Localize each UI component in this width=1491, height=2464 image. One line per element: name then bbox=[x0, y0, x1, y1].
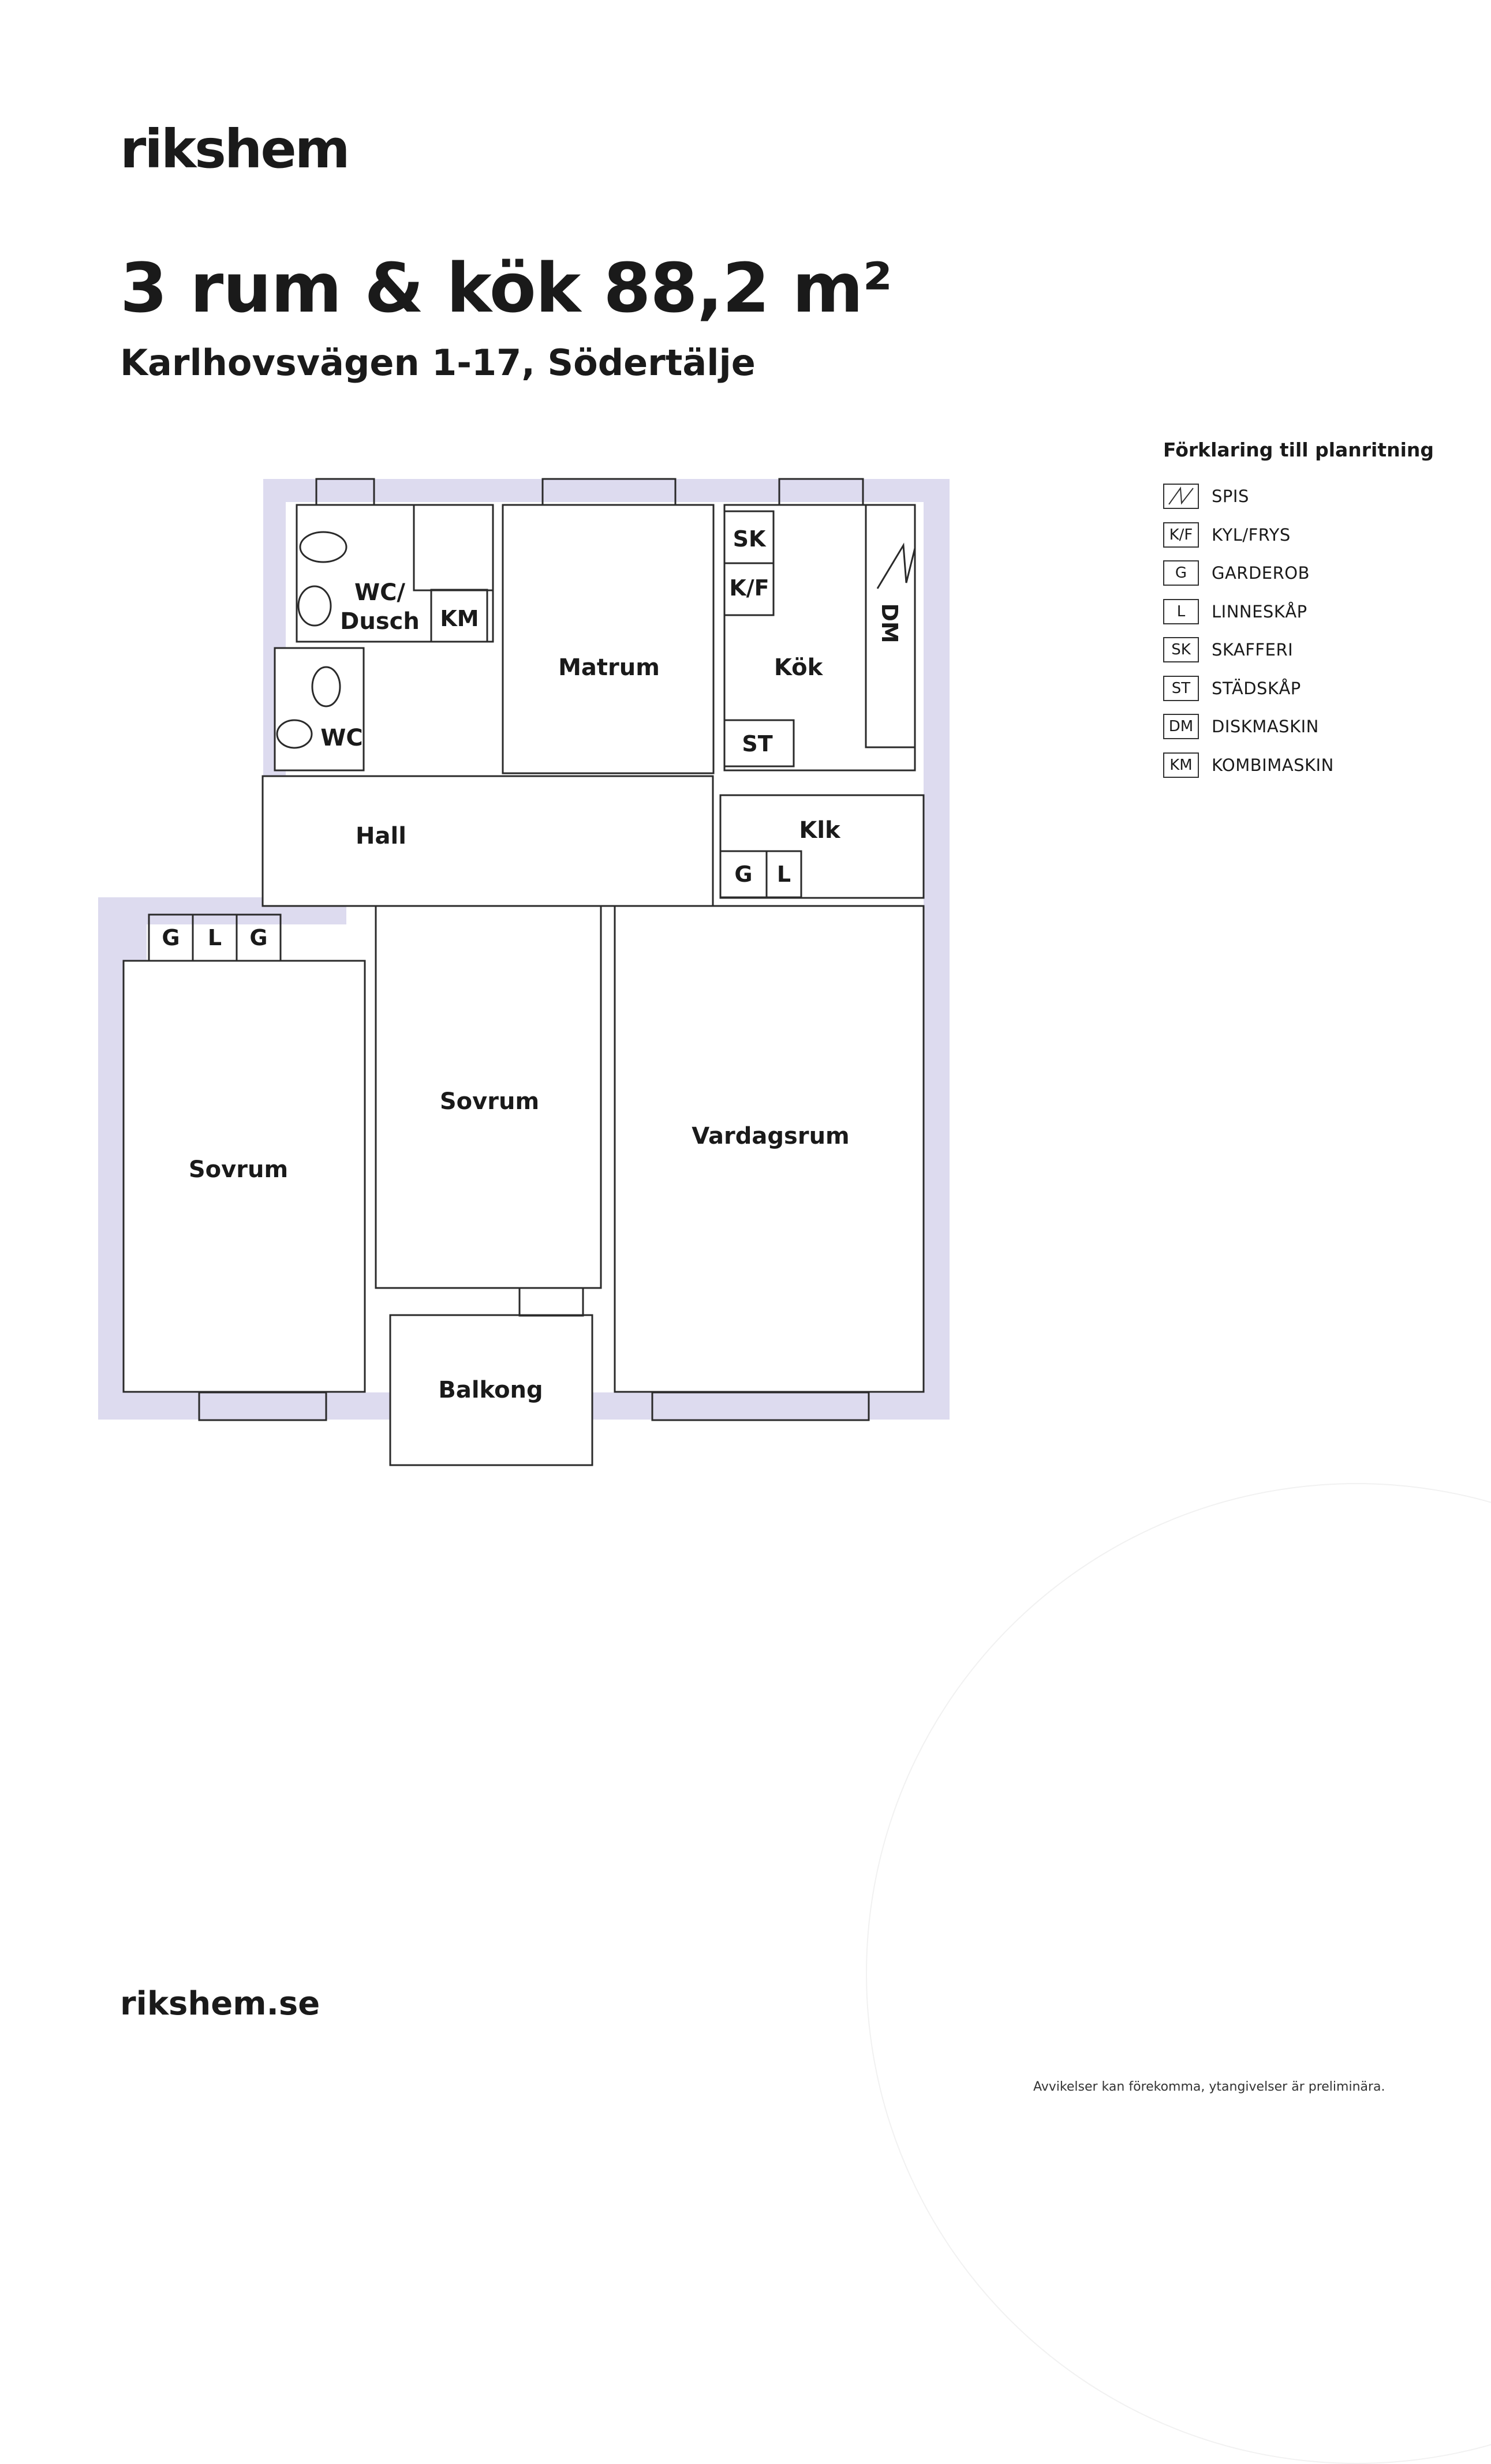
label-hall: Hall bbox=[356, 823, 406, 849]
matrum-room bbox=[503, 505, 713, 773]
label-wc: WC bbox=[320, 725, 363, 751]
label-sovrum-mid: Sovrum bbox=[439, 1088, 540, 1115]
label-km: KM bbox=[440, 606, 479, 631]
legend-key: DM bbox=[1163, 714, 1199, 739]
rikshem-logo: rikshem bbox=[120, 118, 349, 180]
legend-label: STÄDSKÅP bbox=[1212, 678, 1301, 698]
address: Karlhovsvägen 1-17, Södertälje bbox=[120, 342, 756, 384]
legend-label: SKAFFERI bbox=[1212, 640, 1294, 660]
label-st: ST bbox=[742, 731, 773, 757]
hall-room bbox=[263, 776, 713, 906]
balcony-door bbox=[520, 1288, 583, 1316]
legend-key: K/F bbox=[1163, 522, 1199, 548]
website-link[interactable]: rikshem.se bbox=[120, 1985, 320, 2023]
legend-key: ST bbox=[1163, 676, 1199, 701]
wc-room bbox=[275, 648, 364, 770]
label-dm: DM bbox=[877, 603, 902, 643]
legend-label: LINNESKÅP bbox=[1212, 601, 1307, 621]
label-balkong: Balkong bbox=[438, 1377, 543, 1403]
label-sovrum-left: Sovrum bbox=[188, 1156, 289, 1183]
label-sov-l: L bbox=[207, 925, 222, 950]
legend-label: GARDEROB bbox=[1212, 563, 1310, 583]
legend-key: SK bbox=[1163, 637, 1199, 662]
legend-title: Förklaring till planritning bbox=[1163, 439, 1434, 461]
legend-label: KOMBIMASKIN bbox=[1212, 755, 1334, 775]
legend-label: DISKMASKIN bbox=[1212, 717, 1319, 737]
label-sk: SK bbox=[733, 526, 766, 552]
legend-key: KM bbox=[1163, 752, 1199, 778]
legend-label: KYL/FRYS bbox=[1212, 525, 1291, 545]
legend-key: G bbox=[1163, 560, 1199, 586]
label-kf: K/F bbox=[729, 575, 769, 601]
label-kok: Kök bbox=[773, 654, 823, 681]
label-sov-g1: G bbox=[162, 925, 180, 950]
label-klk: Klk bbox=[799, 817, 840, 844]
label-matrum: Matrum bbox=[558, 654, 660, 681]
legend-label: SPIS bbox=[1212, 486, 1249, 507]
label-wc-dusch-1: WC/ bbox=[354, 579, 406, 606]
label-wc-dusch-2: Dusch bbox=[340, 608, 420, 635]
rooms bbox=[124, 505, 924, 1465]
label-klk-l: L bbox=[776, 862, 791, 887]
label-klk-g: G bbox=[734, 862, 753, 887]
disclaimer: Avvikelser kan förekomma, ytangivelser är preliminära. bbox=[1033, 2080, 1385, 2094]
label-vardagsrum: Vardagsrum bbox=[692, 1123, 850, 1149]
label-sov-g2: G bbox=[249, 925, 268, 950]
page-title: 3 rum & kök 88,2 m² bbox=[120, 248, 892, 328]
legend-key: L bbox=[1163, 599, 1199, 624]
